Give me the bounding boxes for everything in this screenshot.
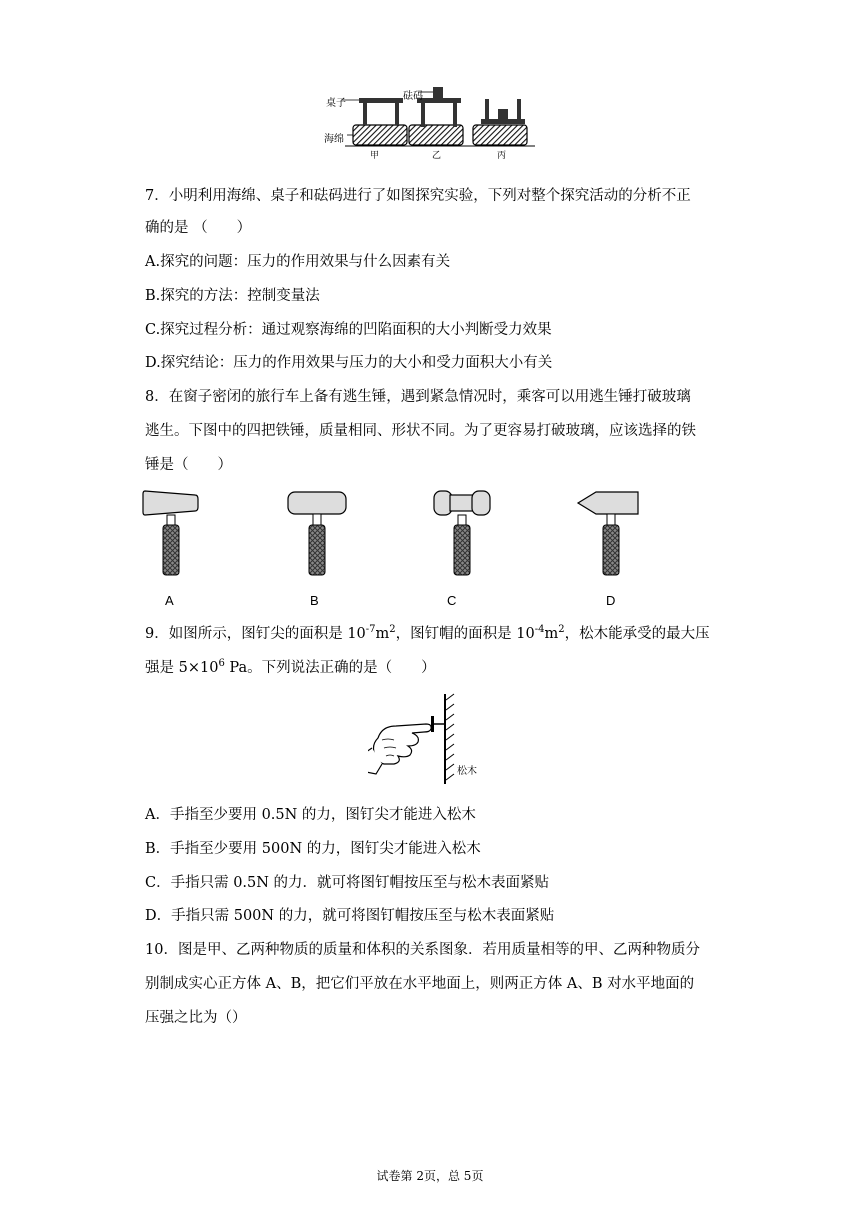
- q9-exp-2: -4: [534, 624, 545, 635]
- label-weight: 砝码: [403, 91, 423, 102]
- hammer-label-b: B: [310, 593, 319, 608]
- q9-option-d: D．手指只需 500N 的力，就可将图钉帽按压至与松木表面紧贴: [145, 908, 555, 924]
- hammer-label-c: C: [447, 593, 457, 608]
- hammer-c: [434, 491, 490, 575]
- q7-option-a: A.探究的问题：压力的作用效果与什么因素有关: [145, 254, 451, 270]
- q9-stem-line1: [145, 624, 710, 646]
- setup-bing: [473, 99, 527, 145]
- q9-text-2: m: [375, 626, 390, 642]
- q7-stem-line2: 确的是 （ ）: [145, 220, 252, 236]
- q9-option-a: A．手指至少要用 0.5N 的力，图钉尖才能进入松木: [145, 807, 476, 823]
- q10-stem-line2: 别制成实心正方体 A、B，把它们平放在水平地面上，则两正方体 A、B 对水平地面的: [145, 976, 695, 992]
- label-sponge: 海绵: [324, 134, 344, 145]
- q9-text-7: Pa。下列说法正确的是（ ）: [224, 660, 436, 676]
- q8-stem-line1: 8．在窗子密闭的旅行车上备有逃生锤，遇到紧急情况时，乘客可以用逃生锤打破玻璃: [145, 389, 691, 405]
- caption-jia: 甲: [370, 150, 380, 160]
- q9-text-5: ，松木能承受的最大压: [564, 626, 710, 642]
- hammer-options-figure: [140, 488, 660, 580]
- q7-option-b: B.探究的方法：控制变量法: [145, 288, 320, 304]
- setup-jia: [341, 98, 407, 145]
- q9-text-3: ，图钉帽的面积是 10: [395, 626, 535, 642]
- label-pine-wood: 松木: [457, 766, 477, 777]
- q7-option-c: C.探究过程分析：通过观察海绵的凹陷面积的大小判断受力效果: [145, 322, 552, 338]
- page-footer: 试卷第 2页，总 5页: [376, 1169, 484, 1183]
- q10-stem-line1: 10．图是甲、乙两种物质的质量和体积的关系图象．若用质量相等的甲、乙两种物质分: [145, 942, 700, 958]
- q7-option-d: D.探究结论：压力的作用效果与压力的大小和受力面积大小有关: [145, 355, 553, 371]
- q9-text-1: 9．如图所示，图钉尖的面积是 10: [145, 626, 366, 642]
- q9-sq-2: 2: [558, 624, 565, 635]
- q7-stem-line1: 7．小明利用海绵、桌子和砝码进行了如图探究实验，下列对整个探究活动的分析不正: [145, 188, 691, 204]
- hammer-b: [288, 492, 346, 575]
- q9-option-b: B．手指至少要用 500N 的力，图钉尖才能进入松木: [145, 841, 481, 857]
- q10-stem-line3: 压强之比为（）: [145, 1010, 247, 1026]
- hammer-d: [578, 492, 638, 575]
- q9-option-c: C．手指只需 0.5N 的力．就可将图钉帽按压至与松木表面紧贴: [145, 875, 550, 891]
- q9-sq-1: 2: [389, 624, 396, 635]
- q9-exp-3: 6: [218, 658, 225, 669]
- q9-text-6: 强是 5×10: [145, 660, 219, 676]
- label-table: 桌子: [326, 98, 346, 109]
- q9-exp-1: -7: [365, 624, 376, 635]
- caption-bing: 丙: [497, 150, 507, 160]
- q9-text-4: m: [544, 626, 559, 642]
- hammer-label-d: D: [606, 593, 616, 608]
- hammer-a: [143, 491, 198, 575]
- q8-stem-line3: 锤是（ ）: [145, 457, 232, 473]
- caption-yi: 乙: [432, 150, 442, 160]
- hammer-label-a: A: [165, 593, 174, 608]
- q8-stem-line2: 逃生。下图中的四把铁锤，质量相同、形状不同。为了更容易打破玻璃，应该选择的铁: [145, 423, 696, 439]
- q9-stem-line2: [145, 658, 436, 680]
